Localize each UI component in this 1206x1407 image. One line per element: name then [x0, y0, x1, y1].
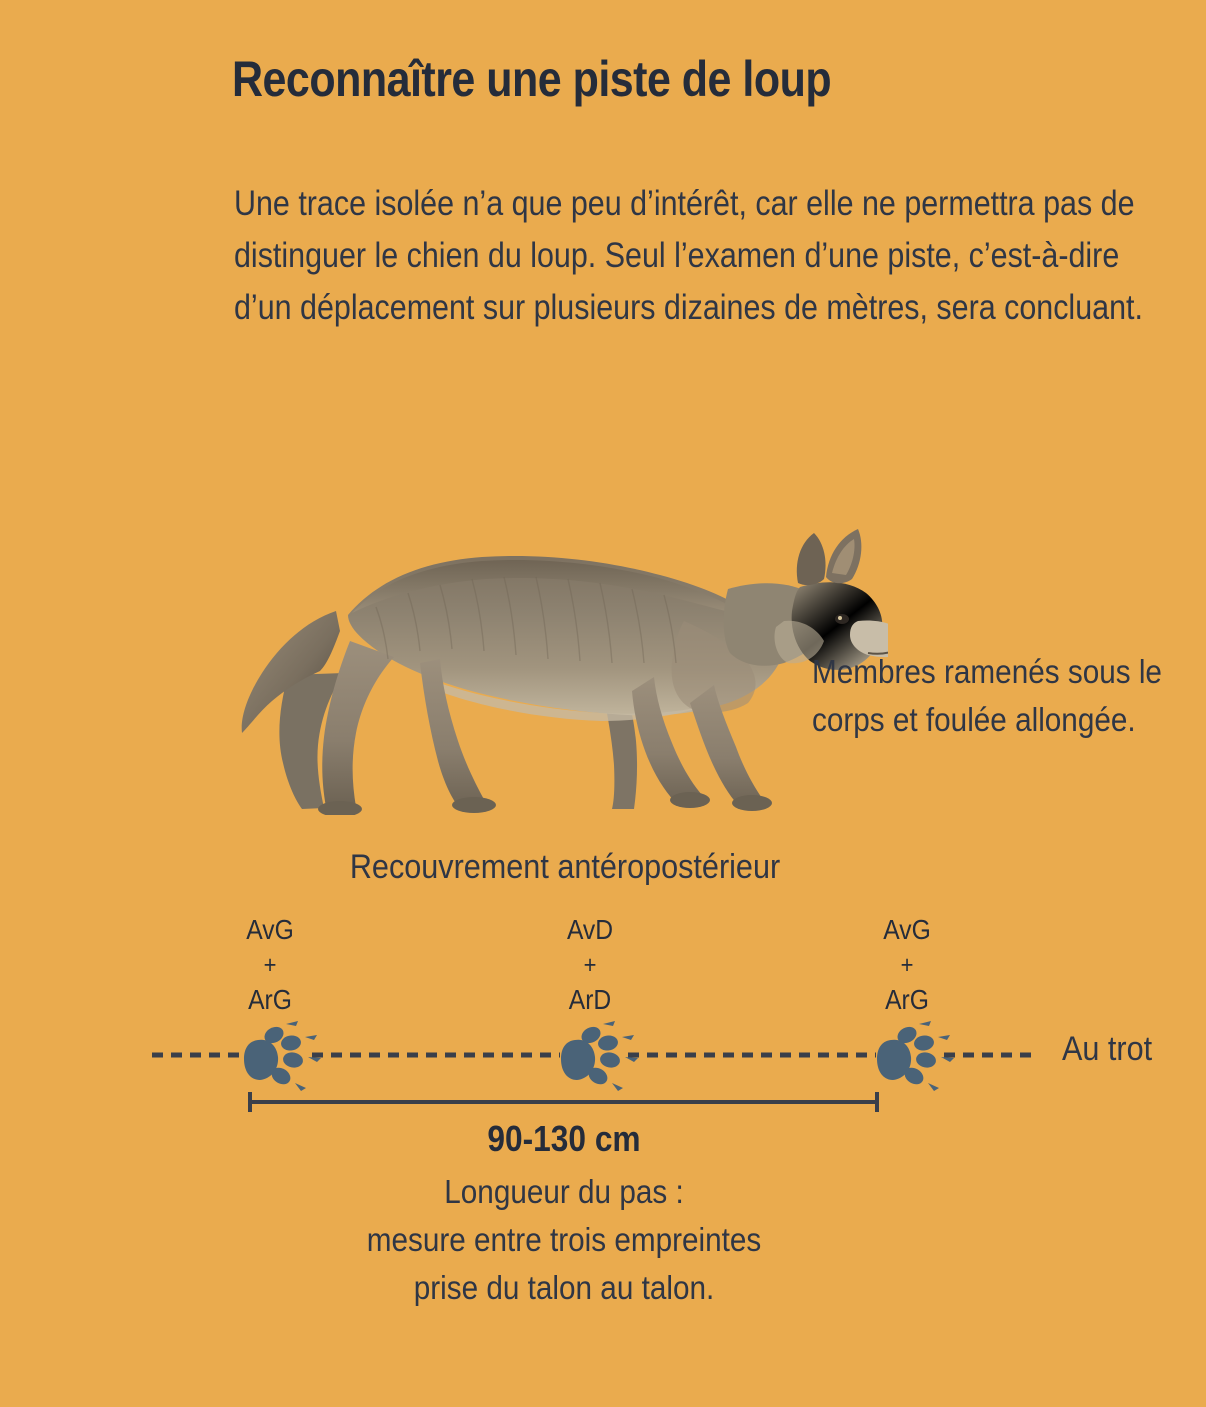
- limb-note-line-1: Membres ramenés: [812, 653, 1060, 690]
- wolf-front-paw-2: [732, 795, 772, 811]
- limb-note: [812, 648, 1163, 744]
- measurement-bracket: [0, 1090, 1206, 1116]
- foot-group-plus-3: +: [900, 950, 914, 979]
- limb-note-line-3: foulée allongée.: [925, 701, 1136, 739]
- foot-group-rear-1: ArG: [248, 983, 292, 1015]
- foot-group-front-2: AvD: [566, 914, 614, 945]
- wolf-hind-leg-near: [322, 641, 394, 807]
- bracket-strokes: [250, 1092, 877, 1112]
- wolf-hind-paw-2: [452, 797, 496, 813]
- gait-label: Au trot: [1062, 1030, 1153, 1068]
- paw-print-1: [244, 1021, 321, 1091]
- caption-line-1: Longueur du pas :: [444, 1173, 684, 1210]
- measurement-value: 90-130 cm: [487, 1118, 641, 1159]
- limb-note-line-2: sous le corps et: [812, 653, 1162, 739]
- paw-print-3: [877, 1021, 954, 1091]
- wolf-ear-far: [797, 533, 826, 585]
- page-title: Reconnaître une piste de loup: [232, 51, 832, 107]
- foot-group-rear-3: ArG: [885, 983, 929, 1015]
- foot-group-label-2: [515, 912, 665, 1019]
- wolf-eye: [835, 614, 849, 624]
- wolf-photo-icon: [228, 415, 888, 815]
- track-line: [0, 1010, 1206, 1100]
- foot-group-plus-2: +: [583, 950, 597, 979]
- wolf-hind-paw: [318, 801, 362, 815]
- wolf-eye-highlight: [838, 616, 842, 620]
- foot-group-front-1: AvG: [246, 914, 294, 945]
- caption-line-2: mesure entre trois empreintes: [366, 1220, 762, 1258]
- paw-print-2: [561, 1021, 638, 1091]
- foot-group-front-3: AvG: [883, 914, 931, 945]
- caption-line-3: prise du talon au talon.: [413, 1268, 715, 1306]
- foot-group-label-1: [195, 912, 345, 1019]
- wolf-front-paw: [670, 792, 710, 808]
- foot-group-rear-2: ArD: [568, 983, 612, 1015]
- foot-group-label-3: [832, 912, 982, 1019]
- foot-group-plus-1: +: [263, 950, 277, 979]
- step-length-caption: [226, 1168, 903, 1312]
- intro-paragraph: Une trace isolée n’a que peu d’intérêt, car elle ne permettra pas de distinguer le chien du loup. Seul l’examen d’une piste, c’est-à-dire d’un déplacement sur plusieurs dizaines de mètres, sera concluant.: [234, 184, 1143, 327]
- wolf-illustration: [228, 415, 888, 815]
- overlap-heading: Recouvrement antéropostérieur: [349, 848, 781, 886]
